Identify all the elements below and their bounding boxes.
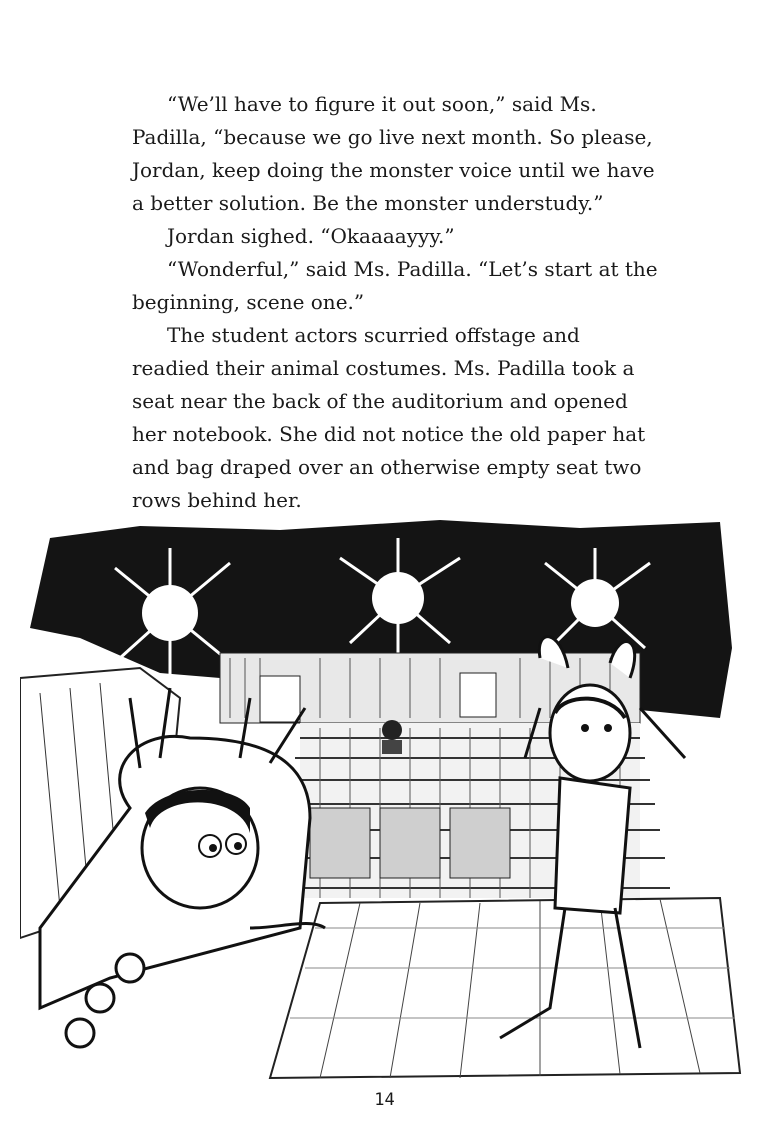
paragraph-2: Jordan sighed. “Okaaaayyy.” <box>167 224 455 248</box>
paragraph-4: The student actors scurried offstage and readied their animal costumes. Ms. Padilla took a seat near the back of the auditorium and opened her notebook. She did not notice the old paper hat and bag draped over an otherwise empty seat two rows behind her. <box>132 323 646 512</box>
exit-door <box>460 673 496 717</box>
body-text <box>132 88 662 517</box>
exit-door <box>260 676 300 722</box>
stage-floor <box>270 898 740 1078</box>
paragraph-3: “Wonderful,” said Ms. Padilla. “Let’s start at the beginning, scene one.” <box>132 257 658 314</box>
audience-figure <box>382 720 402 754</box>
page-number: 14 <box>374 1090 395 1110</box>
paragraph-1: “We’ll have to figure it out soon,” said Ms. Padilla, “because we go live next month. So please, Jordan, keep doing the monster voice until we have a better solution. Be the monster understudy.” <box>132 92 655 215</box>
stage-illustration <box>20 508 750 1088</box>
